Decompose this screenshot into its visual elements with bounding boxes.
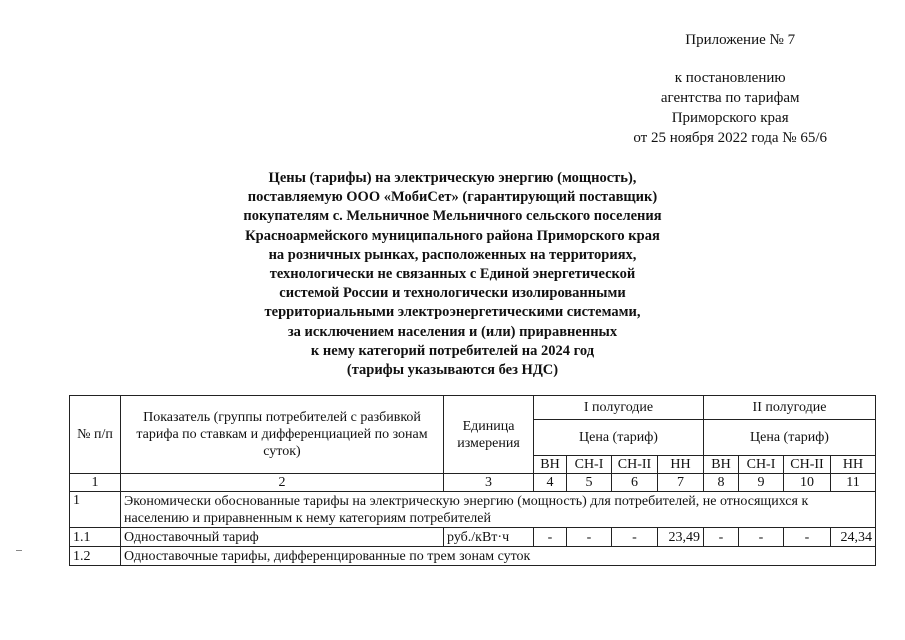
title-line: Цены (тарифы) на электрическую энергию (мощность),	[268, 170, 637, 186]
table-row	[70, 547, 876, 566]
value-h2-sn1: -	[739, 528, 784, 547]
row-text: Одноставочный тариф	[121, 528, 444, 547]
col-number: 5	[567, 474, 612, 492]
row-num: 1.2	[70, 547, 121, 566]
appendix-line-1: к постановлению	[674, 70, 786, 86]
level-vn: ВН	[704, 456, 739, 474]
document-title	[0, 169, 905, 380]
title-line: (тарифы указываются без НДС)	[346, 362, 559, 379]
row-text: Одноставочные тарифы, дифференцированные по трем зонам суток	[121, 547, 876, 566]
title-line: за исключением населения и (или) приравненных	[287, 323, 618, 340]
value-h1-nn: 23,49	[658, 528, 704, 547]
level-sn2: СН-II	[612, 456, 658, 474]
value-h1-sn2: -	[612, 528, 658, 547]
col-number: 8	[704, 474, 739, 492]
title-line: технологически не связанных с Единой энергетической	[269, 266, 636, 283]
level-nn: НН	[658, 456, 704, 474]
row-num: 1	[70, 492, 121, 528]
appendix-line-3: Приморского края	[671, 110, 789, 126]
title-line: Красноармейского муниципального района Приморского края	[245, 227, 660, 244]
title-line: на розничных рынках, расположенных на территориях,	[268, 246, 637, 263]
table-row	[70, 492, 876, 528]
header-price-1: Цена (тариф)	[534, 420, 704, 456]
tariff-table	[69, 395, 876, 566]
header-half-1: I полугодие	[534, 396, 704, 420]
level-sn2: СН-II	[784, 456, 831, 474]
column-number-row	[70, 474, 876, 492]
value-h2-sn2: -	[784, 528, 831, 547]
row-text: Экономически обоснованные тарифы на электрическую энергию (мощность) для потребителей, не относящихся к населению и приравненным к нему категориям потребителей	[121, 492, 876, 528]
level-sn1: СН-I	[567, 456, 612, 474]
title-line: покупателям с. Мельничное Мельничного сельского поселения	[243, 208, 662, 225]
appendix-line-2: агентства по тарифам	[660, 90, 800, 106]
value-h2-vn: -	[704, 528, 739, 547]
appendix-line-4: от 25 ноября 2022 года № 65/6	[633, 130, 827, 146]
title-line: поставляемую ООО «МобиСет» (гарантирующий поставщик)	[247, 189, 658, 206]
scan-mark	[16, 550, 22, 551]
col-number: 1	[70, 474, 121, 492]
title-line: системой России и технологически изолированными	[279, 285, 626, 302]
level-sn1: СН-I	[739, 456, 784, 474]
header-num: № п/п	[70, 396, 121, 474]
header-half-2: II полугодие	[704, 396, 876, 420]
header-unit: Единица измерения	[444, 396, 534, 474]
col-number: 4	[534, 474, 567, 492]
level-nn: НН	[831, 456, 876, 474]
row-unit: руб./кВт·ч	[444, 528, 534, 547]
table-row	[70, 528, 876, 547]
col-number: 2	[121, 474, 444, 492]
appendix-number: Приложение № 7	[685, 32, 796, 48]
col-number: 11	[831, 474, 876, 492]
col-number: 9	[739, 474, 784, 492]
value-h1-vn: -	[534, 528, 567, 547]
col-number: 10	[784, 474, 831, 492]
appendix-header	[633, 30, 827, 148]
col-number: 7	[658, 474, 704, 492]
level-vn: ВН	[534, 456, 567, 474]
header-row-1	[70, 396, 876, 420]
value-h2-nn: 24,34	[831, 528, 876, 547]
title-line: территориальными электроэнергетическими системами,	[264, 304, 641, 321]
col-number: 3	[444, 474, 534, 492]
title-line: к нему категорий потребителей на 2024 год	[310, 342, 595, 359]
value-h1-sn1: -	[567, 528, 612, 547]
row-num: 1.1	[70, 528, 121, 547]
col-number: 6	[612, 474, 658, 492]
header-indicator: Показатель (группы потребителей с разбивкой тарифа по ставкам и дифференциацией по зонам суток)	[121, 396, 444, 474]
header-price-2: Цена (тариф)	[704, 420, 876, 456]
